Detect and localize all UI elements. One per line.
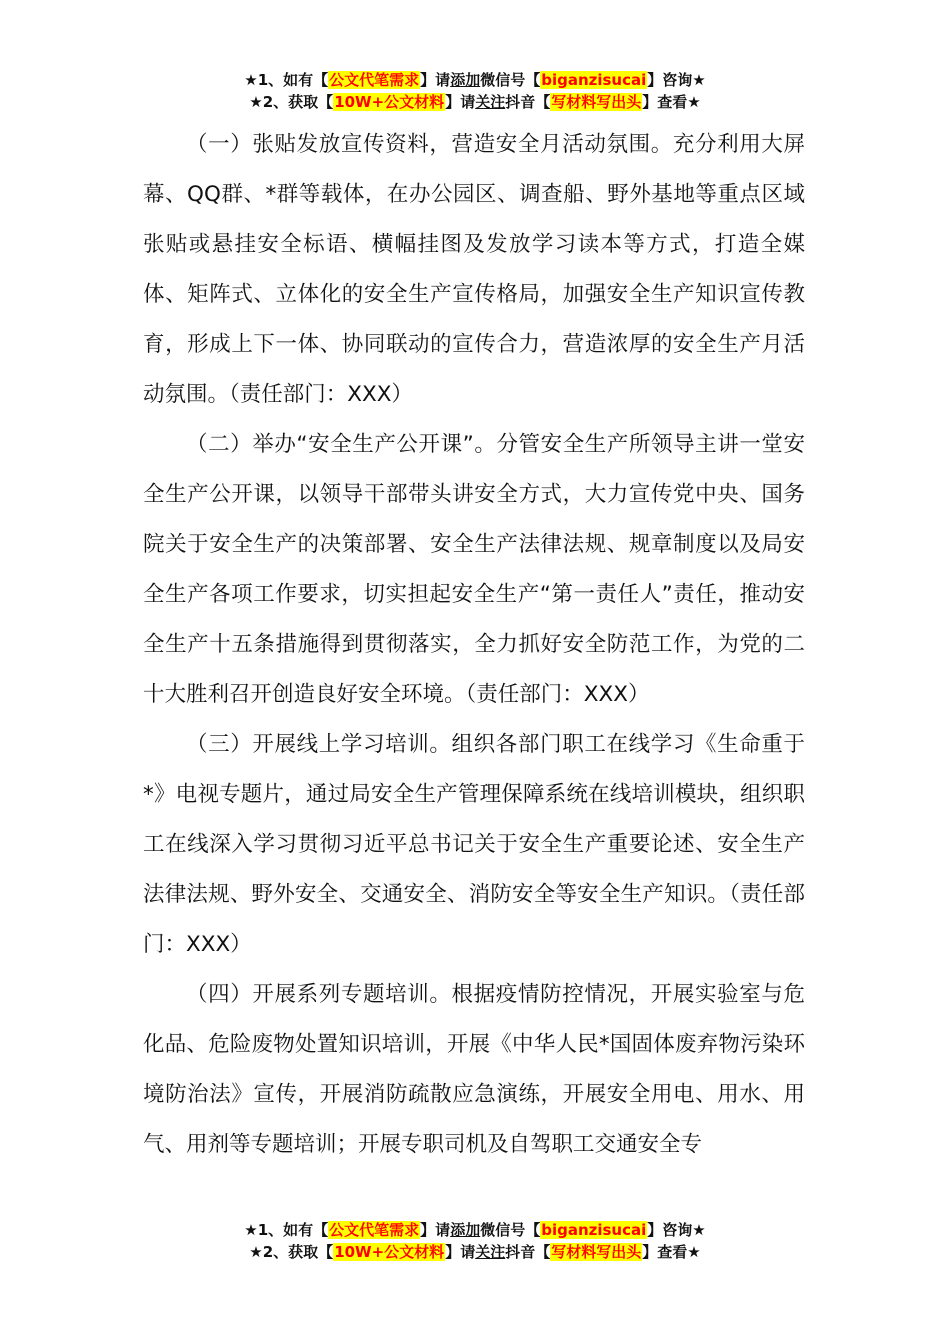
- banner-highlight: biganzisucai: [541, 1221, 647, 1239]
- banner-highlight: 10W+公文材料: [334, 1243, 445, 1261]
- banner-text: ★2、获取【: [249, 93, 334, 111]
- bottom-banner: [0, 1219, 950, 1263]
- banner-text: 】请: [420, 1221, 451, 1239]
- banner-line-1: [0, 1219, 950, 1241]
- banner-highlight: 写材料写出头: [551, 93, 642, 111]
- banner-line-2: [0, 1241, 950, 1263]
- banner-underlined: 添加: [450, 71, 481, 89]
- banner-text: 】咨询★: [647, 1221, 706, 1239]
- banner-underlined: 添加: [450, 1221, 481, 1239]
- top-banner: [0, 69, 950, 113]
- banner-highlight: 公文代笔需求: [329, 1221, 420, 1239]
- banner-underlined: 关注: [475, 93, 506, 111]
- banner-text: 抖音【: [505, 93, 551, 111]
- banner-text: ★1、如有【: [244, 71, 329, 89]
- document-body: [143, 120, 805, 1170]
- banner-text: 】请: [420, 71, 451, 89]
- banner-underlined: 关注: [475, 1243, 506, 1261]
- banner-text: 】请: [445, 93, 476, 111]
- paragraph-1: （一）张贴发放宣传资料，营造安全月活动氛围。充分利用大屏幕、QQ群、*群等载体，在办公园区、调查船、野外基地等重点区域张贴或悬挂安全标语、横幅挂图及发放学习读本等方式，打造全媒体、矩阵式、立体化的安全生产宣传格局，加强安全生产知识宣传教育，形成上下一体、协同联动的宣传合力，营造浓厚的安全生产月活动氛围。（责任部门：XXX）: [143, 132, 805, 407]
- banner-text: 】咨询★: [647, 71, 706, 89]
- banner-highlight: biganzisucai: [541, 71, 647, 89]
- banner-text: ★2、获取【: [249, 1243, 334, 1261]
- paragraph-3: （三）开展线上学习培训。组织各部门职工在线学习《生命重于*》电视专题片，通过局安全生产管理保障系统在线培训模块，组织职工在线深入学习贯彻习近平总书记关于安全生产重要论述、安全生产法律法规、野外安全、交通安全、消防安全等安全生产知识。（责任部门：XXX）: [143, 732, 805, 957]
- banner-text: 微信号【: [480, 1221, 541, 1239]
- banner-text: 】查看★: [642, 93, 701, 111]
- banner-line-2: [0, 91, 950, 113]
- paragraph-2: （二）举办“安全生产公开课”。分管安全生产所领导主讲一堂安全生产公开课，以领导干部带头讲安全方式，大力宣传党中央、国务院关于安全生产的决策部署、安全生产法律法规、规章制度以及局安全生产各项工作要求，切实担起安全生产“第一责任人”责任，推动安全生产十五条措施得到贯彻落实，全力抓好安全防范工作，为党的二十大胜利召开创造良好安全环境。（责任部门：XXX）: [143, 432, 805, 707]
- banner-highlight: 写材料写出头: [551, 1243, 642, 1261]
- banner-text: ★1、如有【: [244, 1221, 329, 1239]
- banner-text: 微信号【: [480, 71, 541, 89]
- paragraph-4: （四）开展系列专题培训。根据疫情防控情况，开展实验室与危化品、危险废物处置知识培训，开展《中华人民*国固体废弃物污染环境防治法》宣传，开展消防疏散应急演练，开展安全用电、用水、用气、用剂等专题培训；开展专职司机及自驾职工交通安全专: [143, 982, 805, 1157]
- banner-text: 抖音【: [505, 1243, 551, 1261]
- banner-highlight: 10W+公文材料: [334, 93, 445, 111]
- banner-text: 】请: [445, 1243, 476, 1261]
- banner-text: 】查看★: [642, 1243, 701, 1261]
- banner-highlight: 公文代笔需求: [329, 71, 420, 89]
- banner-line-1: [0, 69, 950, 91]
